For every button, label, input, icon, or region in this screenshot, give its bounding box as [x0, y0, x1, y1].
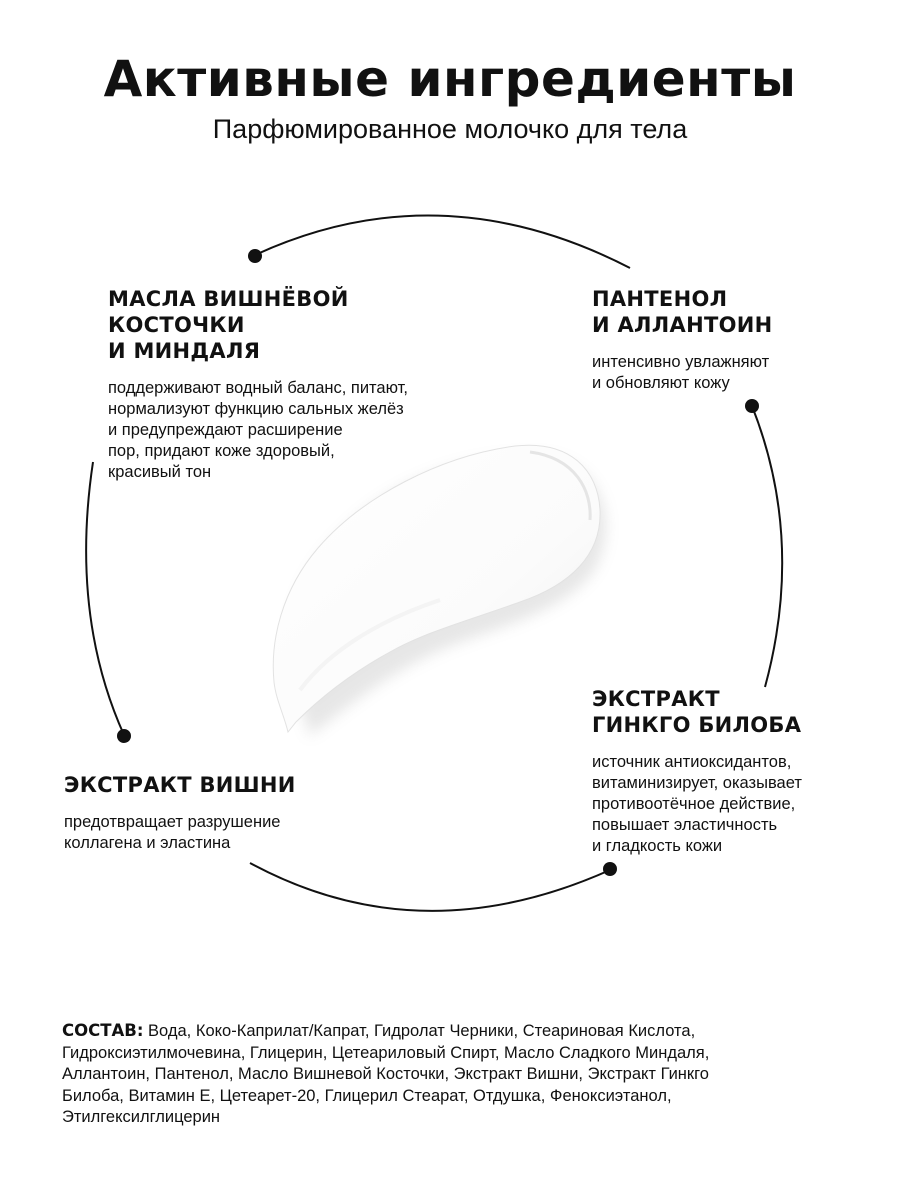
ingredient-title: МАСЛА ВИШНЁВОЙ КОСТОЧКИ И МИНДАЛЯ: [108, 287, 349, 363]
arc-bottom: [250, 863, 610, 911]
composition-text: СОСТАВ: Вода, Коко-Каприлат/Капрат, Гидролат Черники, Стеариновая Кислота, Гидроксиэтилмочевина, Глицерин, Цетеариловый Спирт, Масло Сладкого Миндаля, Аллантоин, Пантенол, Масло Вишневой Косточки, Экстракт Вишни, Экстракт Гинкго Билоба, Витамин Е, Цетеарет-20, Глицерил Стеарат, Отдушка, Феноксиэтанол, Этилгексилглицерин: [62, 1021, 710, 1126]
ingredient-description: источник антиоксидантов, витаминизирует, оказывает противоотёчное действие, повышает эластичность и гладкость кожи: [592, 753, 802, 855]
dot-bottom-right: [603, 862, 617, 876]
cream-swatch-image: [273, 445, 606, 737]
dot-right: [745, 399, 759, 413]
composition-label: СОСТАВ:: [62, 1021, 144, 1040]
dot-top-left: [248, 249, 262, 263]
arc-right: [752, 406, 782, 687]
ingredient-title: ЭКСТРАКТ ВИШНИ: [64, 773, 296, 797]
dot-left: [117, 729, 131, 743]
ingredient-description: интенсивно увлажняют и обновляют кожу: [592, 353, 770, 392]
ingredient-description: предотвращает разрушение коллагена и эластина: [64, 813, 281, 852]
ingredient-cherry-almond-oil: [108, 286, 488, 483]
ingredient-title: ПАНТЕНОЛ И АЛЛАНТОИН: [592, 287, 773, 337]
ingredient-cherry-extract: [64, 772, 364, 854]
page-subtitle: Парфюмированное молочко для тела: [212, 114, 688, 144]
arc-left: [86, 462, 124, 735]
ingredient-panthenol-allantoin: [592, 286, 872, 394]
arc-top: [255, 216, 630, 268]
ingredient-ginkgo-extract: [592, 686, 882, 857]
ingredient-title: ЭКСТРАКТ ГИНКГО БИЛОБА: [592, 687, 802, 737]
ingredient-description: поддерживают водный баланс, питают, нормализуют функцию сальных желёз и предупреждают расширение пор, придают коже здоровый, красивый тон: [108, 379, 408, 481]
page-title: Активные ингредиенты: [103, 50, 797, 108]
